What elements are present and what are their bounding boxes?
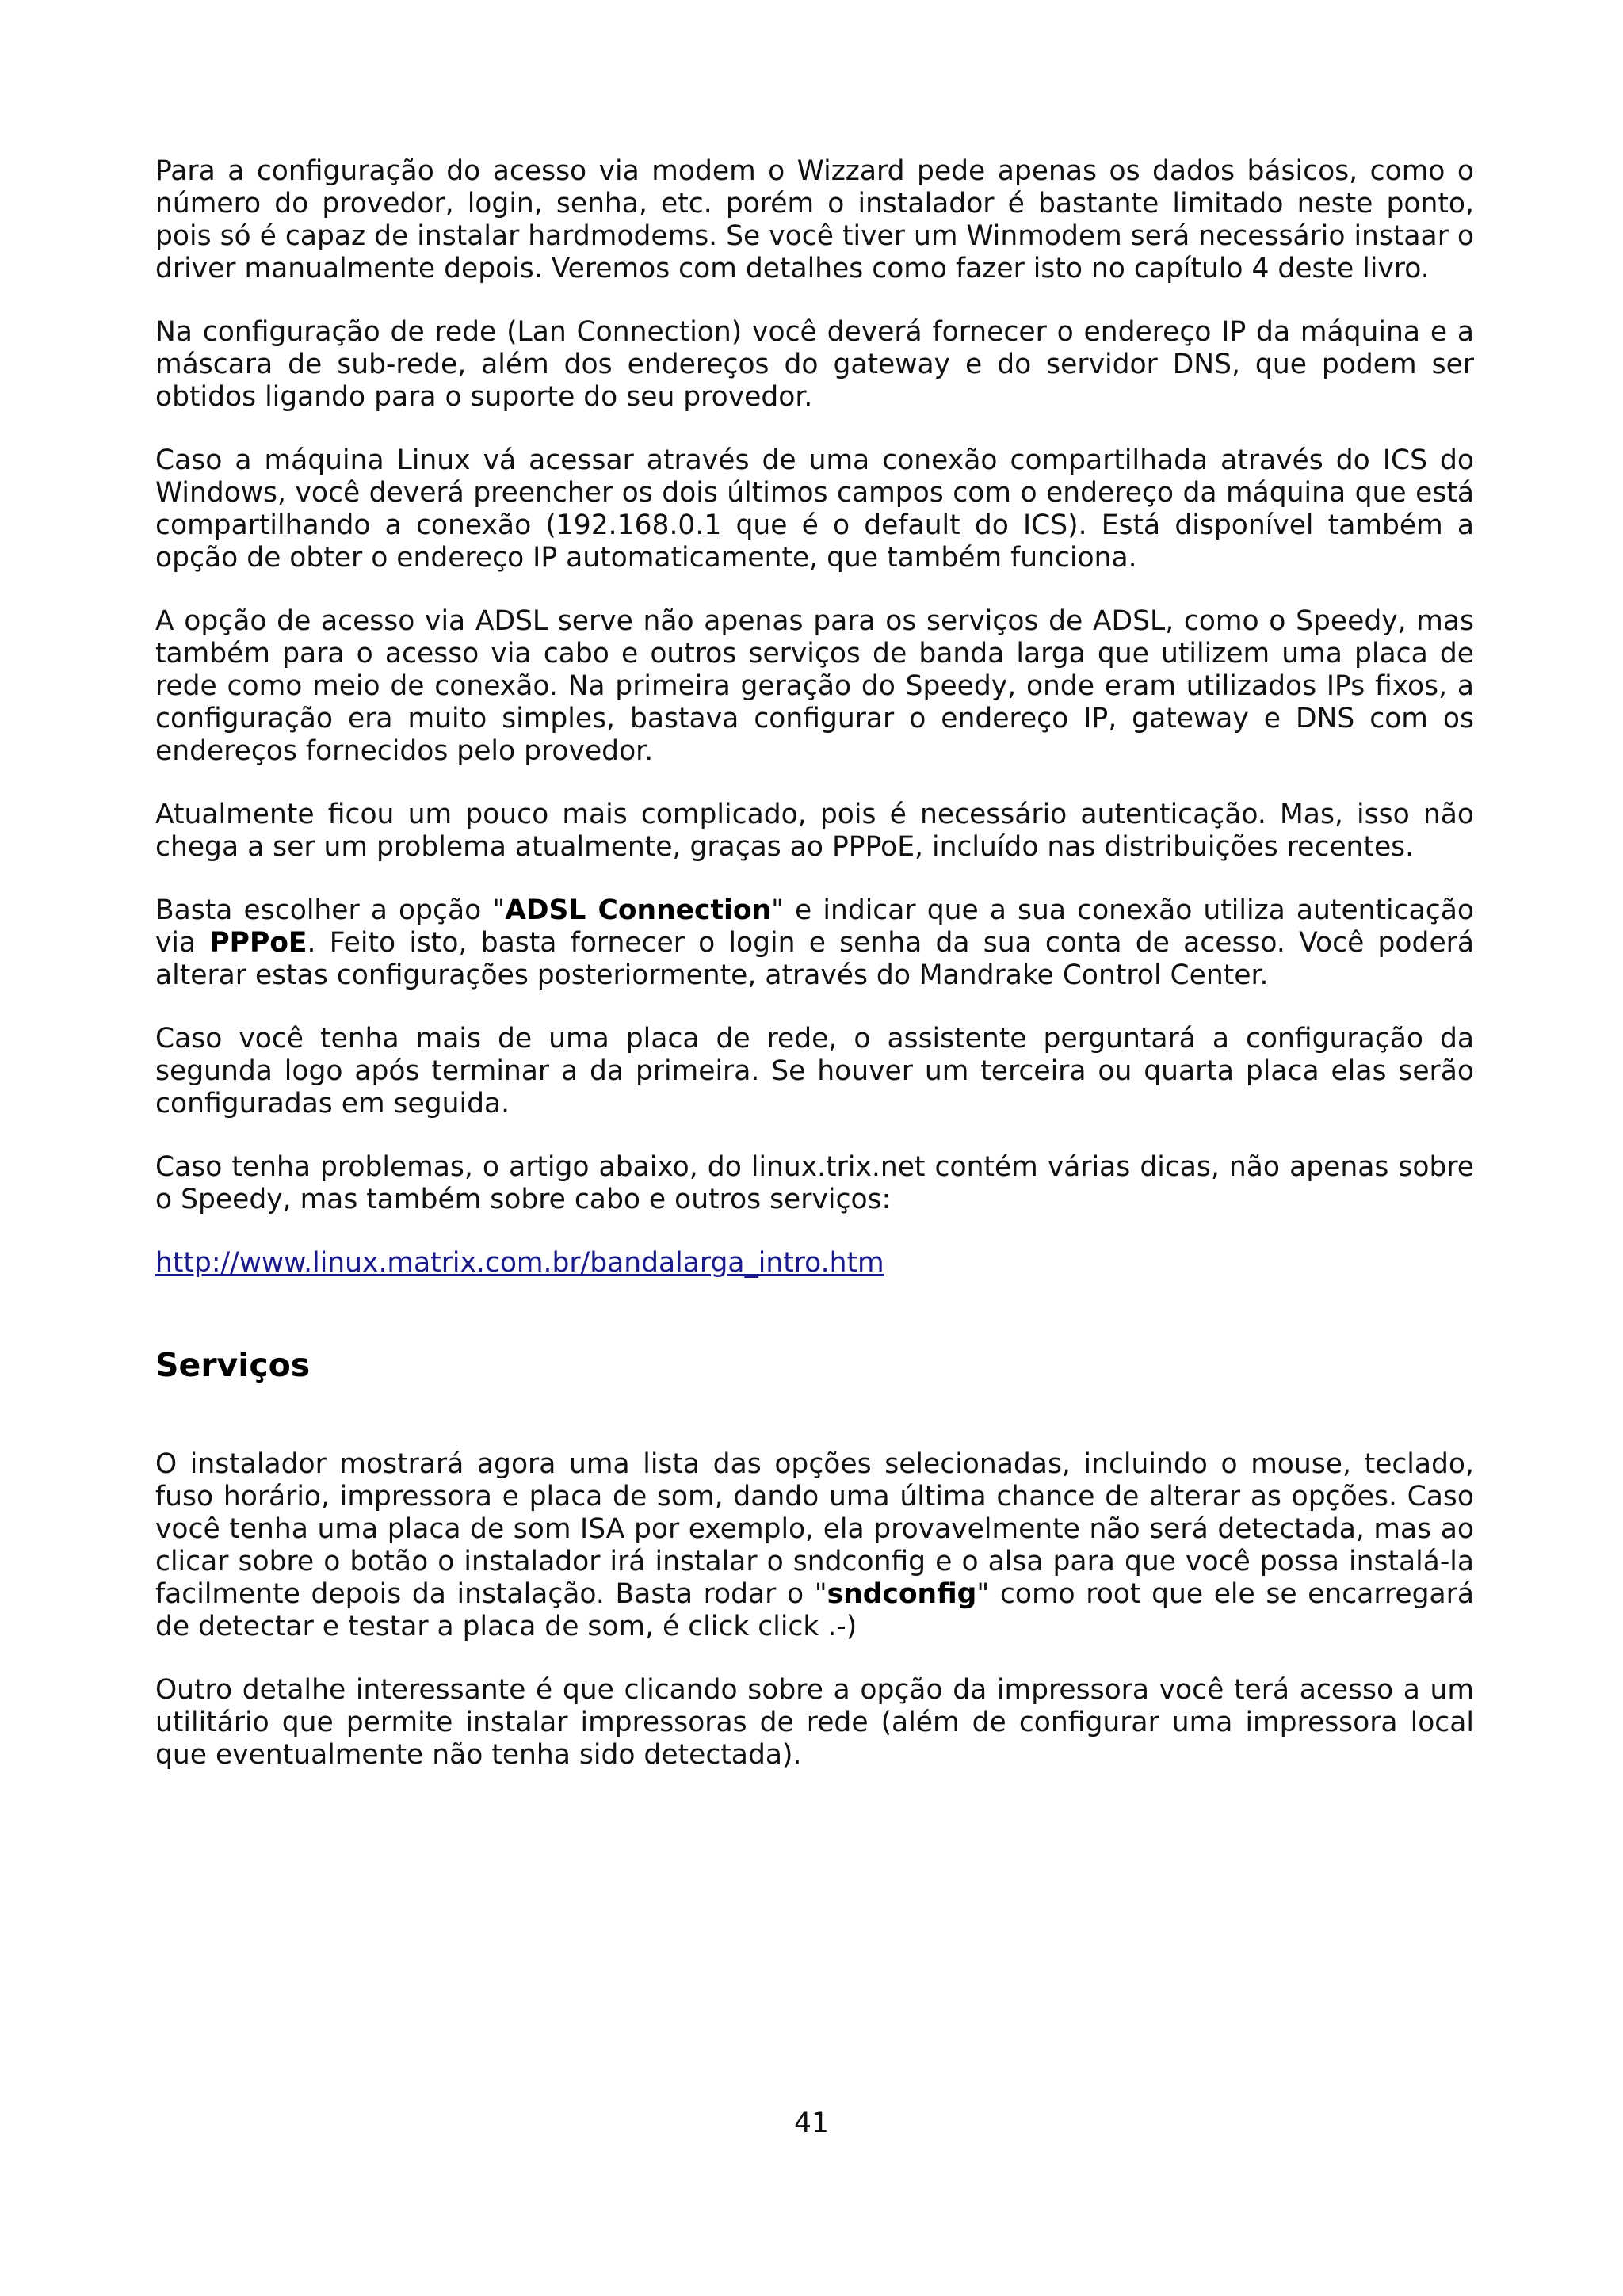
text-run: " como root que ele se encarregará de detectar e testar a placa de som, é click click .-) [155,1578,1474,1642]
link-paragraph [155,1247,1474,1280]
bold-term: sndconfig [827,1578,977,1610]
paragraph [155,1023,1474,1120]
section-heading: Serviços [155,1346,311,1384]
text-run: Basta escolher a opção " [155,894,506,926]
paragraph [155,316,1474,414]
text-run: . Feito isto, basta fornecer o login e senha da sua conta de acesso. Você poderá alterar estas configurações posteriormente, através do Mandrake Control Center. [155,927,1474,991]
body-text-bottom [155,1448,1474,1772]
body-text-top [155,155,1474,1216]
paragraph [155,1674,1474,1772]
text-run: Na configuração de rede (Lan Connection) você deverá fornecer o endereço IP da máquina e a máscara de sub-rede, além dos endereços do gateway e do servidor DNS, que podem ser obtidos ligando para o suporte do seu provedor. [155,316,1474,413]
reference-link[interactable]: http://www.linux.matrix.com.br/bandalarga_intro.htm [155,1247,884,1279]
text-run: Outro detalhe interessante é que clicando sobre a opção da impressora você terá acesso a um utilitário que permite instalar impressoras de rede (além de configurar uma impressora local que eventualmente não tenha sido detectada). [155,1674,1474,1771]
text-run: Atualmente ficou um pouco mais complicado, pois é necessário autenticação. Mas, isso não chega a ser um problema atualmente, graças ao PPPoE, incluído nas distribuições recentes. [155,799,1474,863]
text-run: Caso a máquina Linux vá acessar através de uma conexão compartilhada através do ICS do Windows, você deverá preencher os dois últimos campos com o endereço da máquina que está compartilhando a conexão (192.168.0.1 que é o default do ICS). Está disponível também a opção de obter o endereço IP automaticamente, que também funciona. [155,444,1474,574]
bold-term: PPPoE [209,927,307,959]
text-run: " e indicar que a sua conexão utiliza autenticação via [155,894,1474,959]
paragraph [155,799,1474,864]
bold-term: ADSL Connection [505,894,772,926]
page-content [155,155,1474,1802]
paragraph [155,894,1474,992]
paragraph [155,1448,1474,1643]
page-number: 41 [794,2107,829,2139]
paragraph [155,155,1474,285]
text-run: Para a configuração do acesso via modem o Wizzard pede apenas os dados básicos, como o número do provedor, login, senha, etc. porém o instalador é bastante limitado neste ponto, pois só é capaz de instalar hardmodems. Se você tiver um Winmodem será necessário instaar o driver manualmente depois. Veremos com detalhes como fazer isto no capítulo 4 deste livro. [155,155,1474,284]
text-run: A opção de acesso via ADSL serve não apenas para os serviços de ADSL, como o Speedy, mas também para o acesso via cabo e outros serviços de banda larga que utilizem uma placa de rede como meio de conexão. Na primeira geração do Speedy, onde eram utilizados IPs fixos, a configuração era muito simples, bastava configurar o endereço IP, gateway e DNS com os endereços fornecidos pelo provedor. [155,605,1474,767]
text-run: Caso você tenha mais de uma placa de rede, o assistente perguntará a configuração da segunda logo após terminar a da primeira. Se houver um terceira ou quarta placa elas serão configuradas em seguida. [155,1023,1474,1119]
text-run: Caso tenha problemas, o artigo abaixo, do linux.trix.net contém várias dicas, não apenas sobre o Speedy, mas também sobre cabo e outros serviços: [155,1151,1474,1215]
paragraph [155,444,1474,574]
paragraph [155,605,1474,768]
text-run: O instalador mostrará agora uma lista das opções selecionadas, incluindo o mouse, teclado, fuso horário, impressora e placa de som, dando uma última chance de alterar as opções. Caso você tenha uma placa de som ISA por exemplo, ela provavelmente não será detectada, mas ao clicar sobre o botão o instalador irá instalar o sndconfig e o alsa para que você possa instalá-la facilmente depois da instalação. Basta rodar o " [155,1448,1474,1610]
paragraph [155,1151,1474,1216]
